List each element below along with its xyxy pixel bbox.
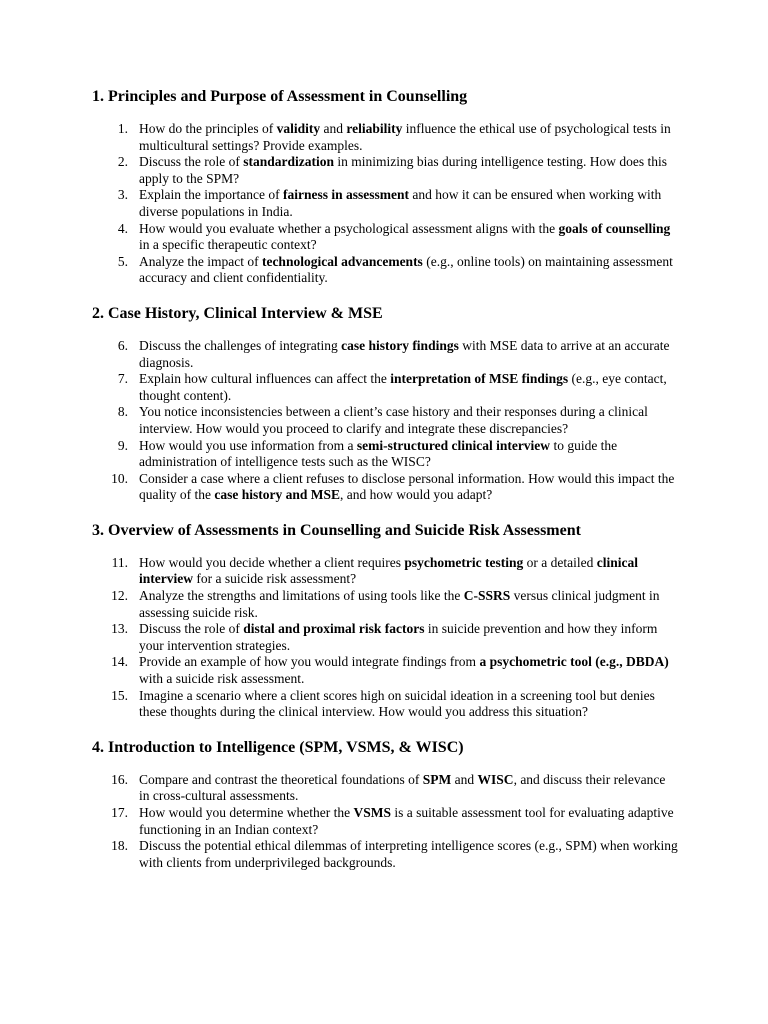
text-segment: versus clinical judgment in assessing suicide risk. — [139, 588, 660, 620]
question-text — [139, 154, 667, 186]
question-text — [139, 338, 670, 370]
emphasized-term: distal and proximal risk factors — [243, 621, 425, 637]
question-item — [92, 654, 678, 687]
question-number: 4. — [117, 220, 128, 236]
question-text — [139, 187, 661, 219]
text-segment: or a detailed — [523, 554, 597, 570]
emphasized-term: SPM — [422, 771, 452, 787]
emphasized-term: a psychometric tool (e.g., DBDA) — [479, 654, 669, 670]
text-segment: is a suitable assessment tool for evaluating adaptive functioning in an Indian context? — [139, 805, 674, 837]
section-heading: 3. Overview of Assessments in Counselling and Suicide Risk Assessment — [92, 521, 581, 539]
text-segment: How would you use information from a — [139, 437, 357, 453]
question-number: 15. — [111, 687, 128, 703]
question-item — [92, 254, 678, 287]
emphasized-term: reliability — [346, 121, 403, 136]
emphasized-term: psychometric testing — [404, 554, 524, 570]
text-segment: to guide the administration of intelligence tests such as the WISC? — [139, 437, 618, 470]
question-list — [92, 338, 678, 504]
question-number: 10. — [111, 470, 128, 486]
question-text — [139, 772, 665, 804]
text-segment: (e.g., online tools) on maintaining assessment accuracy and client confidentiality. — [139, 253, 673, 286]
text-segment: (e.g., eye contact, thought content). — [139, 371, 667, 403]
question-item — [92, 154, 678, 187]
question-text — [139, 221, 670, 253]
section-1 — [92, 87, 678, 287]
text-segment: Imagine a scenario where a client scores high on suicidal ideation in a screening tool but denies these thoughts during the clinical interview. How would you address this situation? — [139, 687, 655, 720]
question-number: 16. — [111, 771, 128, 787]
question-text — [139, 621, 657, 653]
section-2 — [92, 304, 678, 504]
question-item — [92, 772, 678, 805]
text-segment: with MSE data to arrive at an accurate diagnosis. — [139, 337, 670, 370]
text-segment: Discuss the role of — [139, 154, 244, 170]
question-text — [139, 688, 655, 720]
question-number: 13. — [111, 621, 128, 637]
question-list — [92, 555, 678, 721]
question-item — [92, 471, 678, 504]
emphasized-term: case history findings — [341, 337, 459, 353]
question-number: 2. — [117, 154, 128, 170]
question-number: 11. — [111, 554, 128, 570]
text-segment: in minimizing bias during intelligence testing. How does this apply to the SPM? — [139, 154, 667, 186]
question-number: 17. — [111, 805, 128, 820]
text-segment: in a specific therapeutic context? — [139, 237, 317, 253]
section-heading: 1. Principles and Purpose of Assessment in Counselling — [92, 88, 468, 105]
question-number: 7. — [117, 371, 128, 387]
question-item — [92, 555, 678, 588]
question-number: 6. — [117, 337, 128, 353]
text-segment: , and discuss their relevance in cross-cultural assessments. — [139, 771, 666, 804]
text-segment: Provide an example of how you would integrate findings from — [139, 654, 480, 670]
emphasized-term: WISC — [477, 771, 514, 787]
question-text — [139, 254, 673, 286]
text-segment: in suicide prevention and how they inform your intervention strategies. — [139, 621, 658, 653]
emphasized-term: validity — [276, 121, 321, 136]
question-item — [92, 805, 678, 838]
text-segment: Discuss the challenges of integrating — [139, 337, 342, 353]
question-item — [92, 688, 678, 721]
text-segment: Analyze the strengths and limitations of using tools like the — [139, 588, 464, 604]
question-number: 3. — [117, 187, 128, 203]
question-item — [92, 621, 678, 654]
question-number: 1. — [117, 121, 128, 136]
text-segment: Analyze the impact of — [139, 253, 262, 269]
section-heading: 2. Case History, Clinical Interview & MSE — [92, 304, 383, 322]
text-segment: How would you evaluate whether a psychological assessment aligns with the — [139, 220, 559, 236]
text-segment: Discuss the potential ethical dilemmas of interpreting intelligence scores (e.g., SPM) when working with clients from underprivileged backgrounds. — [139, 838, 678, 870]
question-item — [92, 438, 678, 471]
text-segment: , and how would you adapt? — [340, 487, 493, 503]
question-text — [139, 838, 678, 870]
question-text — [139, 588, 659, 620]
question-text — [139, 805, 674, 837]
question-list — [92, 772, 678, 872]
section-4 — [92, 738, 678, 872]
question-text — [139, 371, 667, 403]
text-segment: How do the principles of — [139, 121, 277, 136]
question-text — [139, 121, 671, 153]
emphasized-term: goals of counselling — [558, 220, 671, 236]
text-segment: for a suicide risk assessment? — [192, 571, 357, 587]
section-3 — [92, 521, 678, 721]
question-text — [139, 654, 669, 686]
question-text — [139, 471, 674, 503]
question-text — [139, 555, 638, 587]
question-item — [92, 838, 678, 871]
question-item — [92, 404, 678, 437]
question-item — [92, 187, 678, 220]
question-item — [92, 588, 678, 621]
question-list — [92, 121, 678, 287]
emphasized-term: C-SSRS — [463, 588, 511, 604]
emphasized-term: case history and MSE — [214, 487, 340, 503]
question-text — [139, 404, 648, 436]
question-item — [92, 371, 678, 404]
text-segment: and how it can be ensured when working with diverse populations in India. — [139, 187, 662, 219]
text-segment: Compare and contrast the theoretical foundations of — [139, 771, 423, 787]
question-number: 18. — [111, 838, 128, 854]
question-number: 5. — [117, 253, 128, 269]
emphasized-term: technological advancements — [261, 253, 423, 269]
emphasized-term: fairness in assessment — [282, 187, 409, 203]
question-number: 8. — [117, 404, 128, 420]
question-number: 14. — [111, 654, 128, 670]
text-segment: You notice inconsistencies between a client’s case history and their responses during a clinical interview. How would you proceed to clarify and integrate these discrepancies? — [139, 404, 648, 436]
text-segment: and — [451, 771, 478, 787]
text-segment: How would you determine whether the — [139, 805, 354, 820]
text-segment: Consider a case where a client refuses to disclose personal information. How would this impact the quality of the — [139, 470, 675, 503]
text-segment: Explain the importance of — [139, 187, 283, 203]
question-item — [92, 121, 678, 154]
text-segment: with a suicide risk assessment. — [139, 671, 305, 687]
question-item — [92, 221, 678, 254]
question-text — [139, 438, 617, 470]
text-segment: influence the ethical use of psychological tests in multicultural settings? Provide examples. — [139, 121, 671, 153]
emphasized-term: interpretation of MSE findings — [390, 371, 569, 387]
text-segment: and — [320, 121, 347, 136]
emphasized-term: standardization — [243, 154, 334, 170]
text-segment: How would you decide whether a client requires — [139, 554, 405, 570]
emphasized-term: clinical interview — [139, 554, 638, 587]
text-segment: Discuss the role of — [139, 621, 244, 637]
section-heading: 4. Introduction to Intelligence (SPM, VSMS, & WISC) — [92, 738, 464, 756]
question-item — [92, 338, 678, 371]
emphasized-term: semi-structured clinical interview — [356, 437, 551, 453]
emphasized-term: VSMS — [353, 805, 391, 820]
question-number: 12. — [111, 588, 128, 604]
question-number: 9. — [117, 437, 128, 453]
text-segment: Explain how cultural influences can affect the — [139, 371, 391, 387]
